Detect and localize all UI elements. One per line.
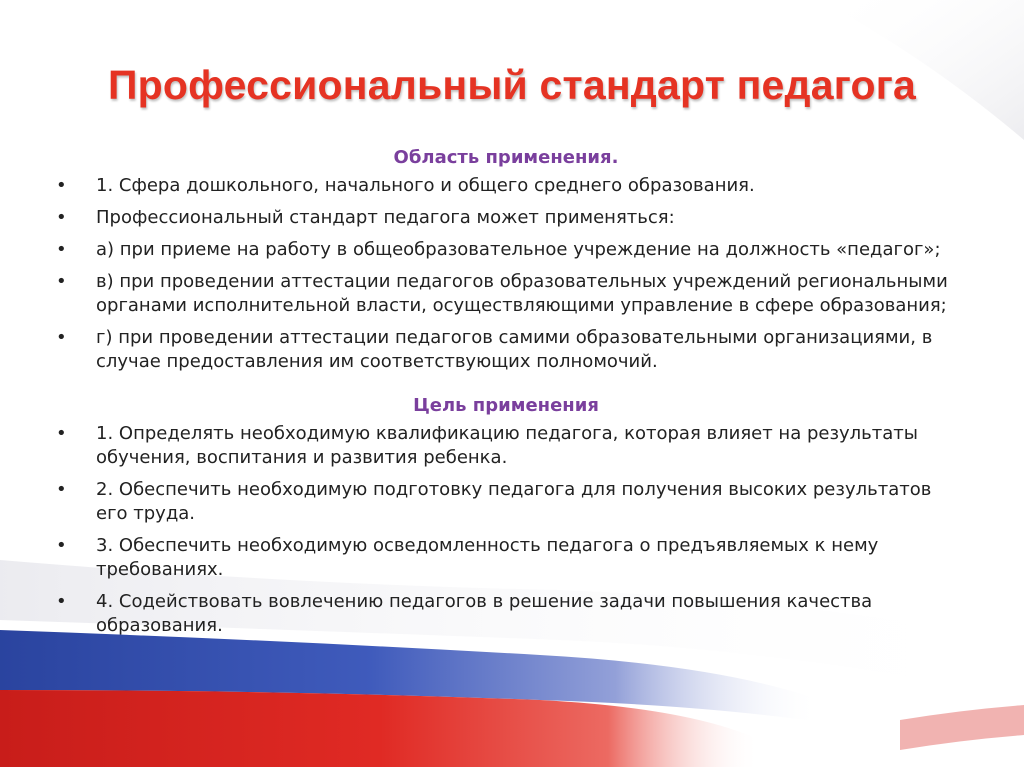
goal-list <box>56 422 956 638</box>
list-item <box>56 478 956 526</box>
bullet-icon: • <box>56 239 67 260</box>
bullet-icon: • <box>56 327 67 348</box>
section-heading-scope: Область применения. <box>393 147 619 168</box>
list-item-text: 2. Обеспечить необходимую подготовку педагога для получения высоких результатов его труда. <box>96 479 932 524</box>
slide-title: Профессиональный стандарт педагога <box>107 62 917 108</box>
bullet-icon: • <box>56 423 67 444</box>
list-item <box>56 174 956 198</box>
bullet-icon: • <box>56 175 67 196</box>
list-item <box>56 590 956 638</box>
bullet-icon: • <box>56 207 67 228</box>
section-heading-goal: Цель применения <box>413 395 599 416</box>
list-item <box>56 238 956 262</box>
list-item-text: 4. Содействовать вовлечению педагогов в решение задачи повышения качества образования. <box>96 591 873 636</box>
scope-list <box>56 174 956 374</box>
list-item <box>56 206 956 230</box>
list-item-text: в) при проведении аттестации педагогов образовательных учреждений региональными органами исполнительной власти, осуществляющими управление в сфере образования; <box>96 271 948 316</box>
list-item <box>56 534 956 582</box>
list-item <box>56 326 956 374</box>
list-item-text: 1. Сфера дошкольного, начального и общего среднего образования. <box>96 175 755 196</box>
list-item <box>56 270 956 318</box>
bullet-icon: • <box>56 271 67 292</box>
list-item-text: Профессиональный стандарт педагога может применяться: <box>96 207 675 228</box>
bullet-icon: • <box>56 535 67 556</box>
list-item-text: а) при приеме на работу в общеобразовательное учреждение на должность «педагог»; <box>96 239 941 260</box>
list-item-text: г) при проведении аттестации педагогов самими образовательными организациями, в случае предоставления им соответствующих полномочий. <box>96 327 933 372</box>
list-item-text: 1. Определять необходимую квалификацию педагога, которая влияет на результаты обучения, воспитания и развития ребенка. <box>96 423 918 468</box>
list-item <box>56 422 956 470</box>
bullet-icon: • <box>56 591 67 612</box>
list-item-text: 3. Обеспечить необходимую осведомленность педагога о предъявляемых к нему требованиях. <box>96 535 879 580</box>
slide-content <box>56 146 956 646</box>
bullet-icon: • <box>56 479 67 500</box>
